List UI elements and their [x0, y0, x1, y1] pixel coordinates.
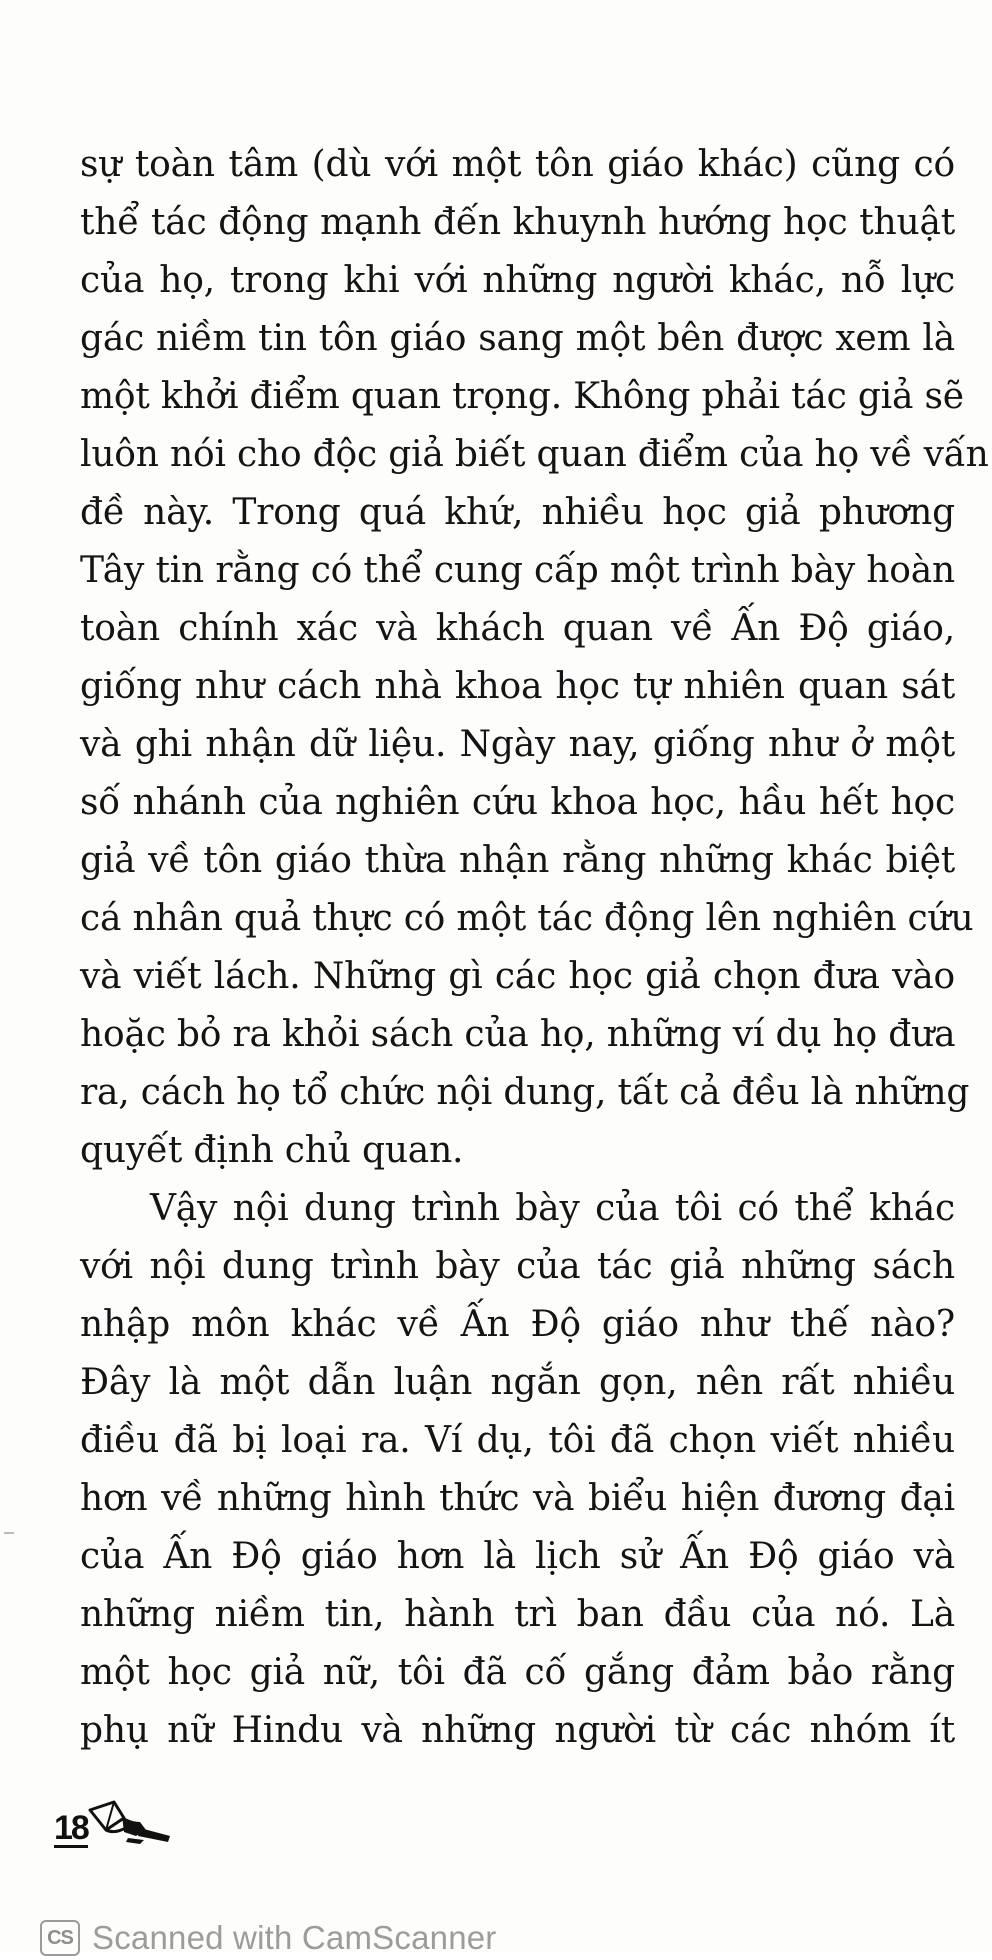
- text-line: quyết định chủ quan.: [80, 1130, 464, 1171]
- text-line: luôn nói cho độc giả biết quan điểm của họ về vấn: [80, 434, 989, 475]
- text-line: hoặc bỏ ra khỏi sách của họ, những ví dụ họ đưa: [80, 1014, 956, 1055]
- text-line: cá nhân quả thực có một tác động lên nghiên cứu: [80, 898, 974, 939]
- text-line: của họ, trong khi với những người khác, nỗ lực: [80, 260, 955, 301]
- quill-pen-icon: [84, 1800, 176, 1848]
- page-number: 18: [54, 1809, 88, 1847]
- text-line: nhập môn khác về Ấn Độ giáo như thế nào?: [80, 1304, 955, 1345]
- text-line: toàn chính xác và khách quan về Ấn Độ giáo,: [80, 608, 955, 649]
- paragraph-1: [80, 136, 989, 1180]
- scan-edge-mark: [4, 1532, 14, 1534]
- text-line: thể tác động mạnh đến khuynh hướng học thuật: [80, 202, 955, 243]
- camscanner-watermark: [40, 1916, 496, 1960]
- text-line: một khởi điểm quan trọng. Không phải tác giả sẽ: [80, 376, 964, 417]
- text-line: sự toàn tâm (dù với một tôn giáo khác) cũng có: [80, 144, 955, 185]
- text-line: điều đã bị loại ra. Ví dụ, tôi đã chọn viết nhiều: [80, 1420, 955, 1461]
- text-line: giống như cách nhà khoa học tự nhiên quan sát: [80, 666, 955, 707]
- text-line: số nhánh của nghiên cứu khoa học, hầu hết học: [80, 782, 955, 823]
- body-text: [80, 136, 989, 1760]
- text-line: gác niềm tin tôn giáo sang một bên được xem là: [80, 318, 955, 359]
- page-footer: [54, 1798, 176, 1848]
- camscanner-logo-text: CS: [47, 1926, 73, 1949]
- text-line: phụ nữ Hindu và những người từ các nhóm ít: [80, 1710, 955, 1751]
- text-line: với nội dung trình bày của tác giả những sách: [80, 1246, 955, 1287]
- text-line: giả về tôn giáo thừa nhận rằng những khác biệt: [80, 840, 955, 881]
- text-line: những niềm tin, hành trì ban đầu của nó. Là: [80, 1594, 955, 1635]
- text-line: Đây là một dẫn luận ngắn gọn, nên rất nhiều: [80, 1362, 955, 1403]
- text-line: hơn về những hình thức và biểu hiện đương đại: [80, 1478, 955, 1519]
- text-line: và viết lách. Những gì các học giả chọn đưa vào: [80, 956, 955, 997]
- text-line: một học giả nữ, tôi đã cố gắng đảm bảo rằng: [80, 1652, 955, 1693]
- watermark-text: Scanned with CamScanner: [92, 1919, 497, 1956]
- text-line: của Ấn Độ giáo hơn là lịch sử Ấn Độ giáo và: [80, 1536, 955, 1577]
- text-line: và ghi nhận dữ liệu. Ngày nay, giống như ở một: [80, 724, 955, 765]
- text-line: Tây tin rằng có thể cung cấp một trình bày hoàn: [80, 550, 955, 591]
- paragraph-2: [80, 1180, 955, 1760]
- text-line: Vậy nội dung trình bày của tôi có thể khác: [150, 1188, 955, 1229]
- text-line: đề này. Trong quá khứ, nhiều học giả phương: [80, 492, 955, 533]
- text-line: ra, cách họ tổ chức nội dung, tất cả đều là những: [80, 1072, 970, 1113]
- camscanner-logo-icon: [40, 1920, 80, 1956]
